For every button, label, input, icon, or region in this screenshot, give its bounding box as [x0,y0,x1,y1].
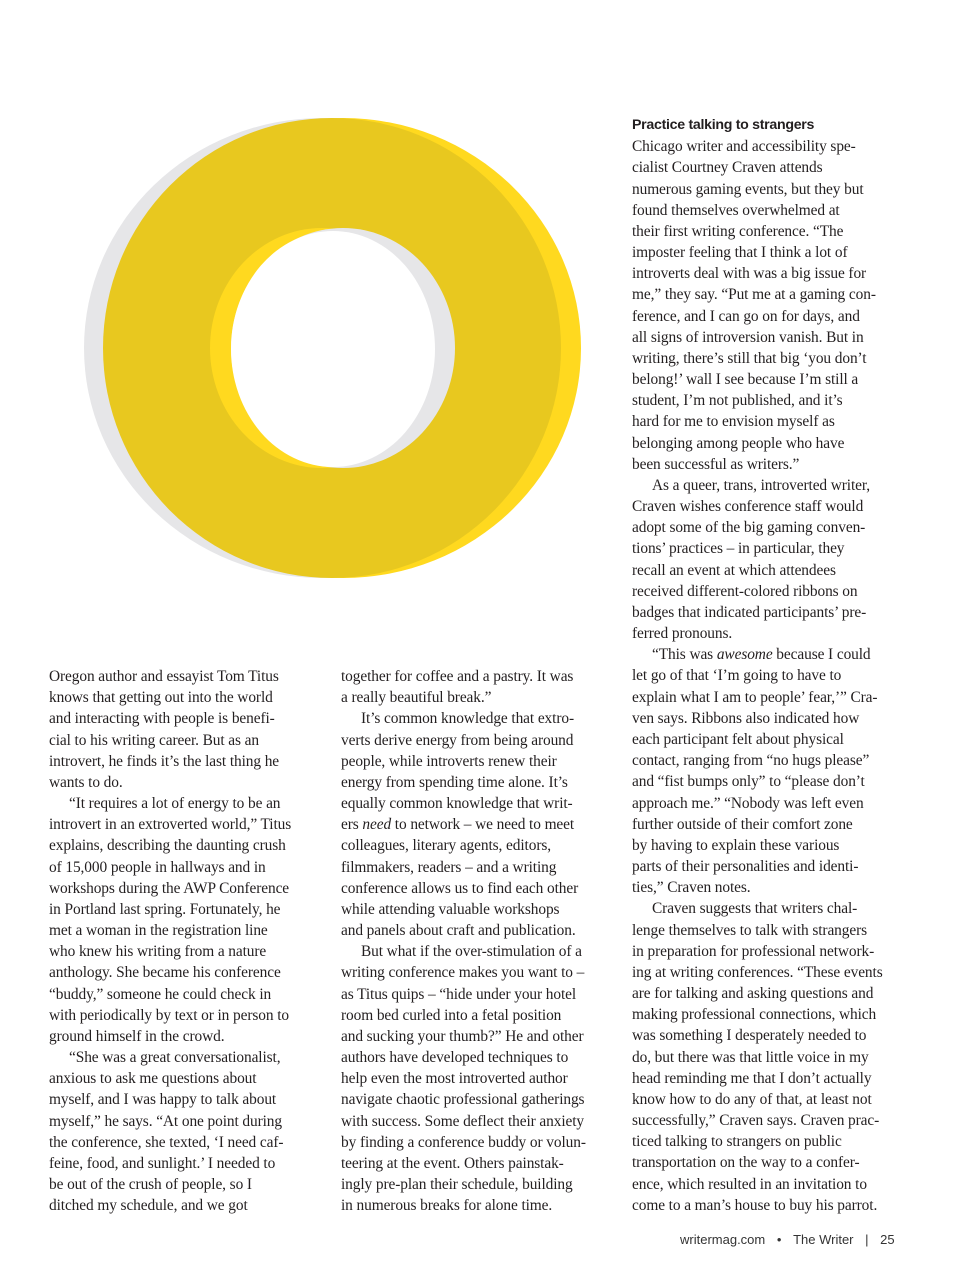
text-line: in preparation for professional network- [632,942,875,960]
text-line: in numerous breaks for alone time. [341,1197,553,1215]
text-line: badges that indicated participants’ pre- [632,603,867,621]
text-line: by finding a conference buddy or volun- [341,1133,586,1151]
text-line: received different-colored ribbons on [632,582,858,600]
text-line: approach me.” “Nobody was left even [632,794,864,812]
text-line: do, but there was that little voice in my [632,1048,869,1066]
article-column-2 [341,666,616,1216]
text-line: me,” they say. “Put me at a gaming con- [632,286,876,304]
text-line: belonging among people who have [632,434,845,452]
text-line: ers need to network – we need to meet [341,816,575,834]
footer-site: writermag.com [680,1232,766,1247]
text-line: Oregon author and essayist Tom Titus [49,668,279,685]
text-line: lenge themselves to talk with strangers [632,921,868,939]
text-line: people, while introverts renew their [341,752,557,770]
text-line: contact, ranging from “no hugs please” [632,752,870,770]
text-line: and sucking your thumb?” He and other [341,1027,584,1045]
text-line: introvert in an extroverted world,” Titus [49,816,292,834]
text-line: recall an event at which attendees [632,561,836,579]
text-line: as Titus quips – “hide under your hotel [341,985,577,1003]
text-line: be out of the crush of people, so I [49,1176,252,1194]
text-line: tions’ practices – in particular, they [632,540,845,558]
text-line: ticed talking to strangers on public [632,1133,842,1151]
text-line: explains, describing the daunting crush [49,837,286,855]
section-heading: Practice talking to strangers [632,117,815,133]
text-line: As a queer, trans, introverted writer, [652,476,871,494]
text-line: myself, and I was happy to talk about [49,1091,277,1109]
emphasis: need [362,816,392,834]
text-line: the conference, she texted, ‘I need caf- [49,1133,284,1151]
text-line: navigate chaotic professional gatherings [341,1091,585,1109]
text-line: verts derive energy from being around [341,731,574,749]
text-line: ties,” Craven notes. [632,879,751,897]
text-line: anxious to ask me questions about [49,1070,257,1088]
text-line: cial to his writing career. But as an [49,731,259,749]
text-line: writing, there’s still that big ‘you don’t [632,349,867,367]
text-line: with success. Some deflect their anxiety [341,1112,585,1130]
text-line: anthology. She became his conference [49,964,281,982]
text-line: ingly pre-plan their schedule, building [341,1176,573,1194]
text-line: “She was a great conversationalist, [69,1049,281,1067]
text-line: hard for me to envision myself as [632,413,835,431]
text-line: But what if the over-stimulation of a [361,943,582,961]
text-line: Craven wishes conference staff would [632,498,864,516]
text-line: was something I desperately needed to [632,1027,867,1045]
text-line: colleagues, literary agents, editors, [341,837,551,855]
text-line: teering at the event. Others painstak- [341,1154,564,1172]
text-line: ence, which resulted in an invitation to [632,1175,867,1193]
text-line: been successful as writers.” [632,455,800,473]
text-line: writing conference makes you want to – [341,964,585,982]
text-line: knows that getting out into the world [49,689,273,707]
article-column-1 [49,666,324,1216]
text-line: conference allows us to find each other [341,879,579,897]
text-line: together for coffee and a pastry. It was [341,668,574,685]
text-line: ground himself in the crowd. [49,1027,225,1045]
text-line: parts of their personalities and identi- [632,858,859,876]
text-line: and panels about craft and publication. [341,922,576,940]
text-line: head reminding me that I don’t actually [632,1069,872,1087]
text-line: found themselves overwhelmed at [632,201,840,219]
text-line: “It requires a lot of energy to be an [69,795,281,813]
text-line: ven says. Ribbons also indicated how [632,709,860,727]
text-line: “This was awesome because I could [652,646,871,664]
text-line: all signs of introversion vanish. But in [632,328,864,346]
footer-divider: | [865,1232,869,1247]
text-line: in Portland last spring. Fortunately, he [49,900,281,918]
text-line: student, I’m not published, and it’s [632,392,843,410]
page-number: 25 [880,1232,895,1247]
text-line: ference, and I can go on for days, and [632,307,860,325]
text-line: while attending valuable workshops [341,900,560,918]
text-line: by having to explain these various [632,836,840,854]
footer-bullet: • [776,1232,782,1247]
footer-magazine: The Writer [793,1232,854,1247]
text-line: further outside of their comfort zone [632,815,853,833]
text-line: who knew his writing from a nature [49,943,267,961]
text-line: workshops during the AWP Conference [49,879,290,897]
text-line: cialist Courtney Craven attends [632,159,823,177]
text-line: know how to do any of that, at least not [632,1090,872,1108]
text-line: explain what I am to people’ fear,’” Cra- [632,688,878,706]
text-line: met a woman in the registration line [49,922,268,940]
text-line: a really beautiful break.” [341,689,492,707]
text-line: ferred pronouns. [632,625,733,643]
text-line: Craven suggests that writers chal- [652,900,858,918]
text-line: and interacting with people is benefi- [49,710,275,728]
text-line: transportation on the way to a confer- [632,1154,860,1172]
text-line: are for talking and asking questions and [632,985,874,1003]
text-line: imposter feeling that I think a lot of [632,244,848,262]
text-line: equally common knowledge that writ- [341,795,573,813]
text-line: making professional connections, which [632,1006,877,1024]
text-line: ditched my schedule, and we got [49,1197,248,1215]
page-footer [680,1232,895,1247]
text-line: let go of that ‘I’m going to have to [632,667,842,685]
text-line: adopt some of the big gaming conven- [632,519,866,537]
text-line: belong!’ wall I see because I’m still a [632,371,859,389]
text-line: numerous gaming events, but they but [632,180,864,198]
text-line: energy from spending time alone. It’s [341,773,568,791]
text-line: feine, food, and sunlight.’ I needed to [49,1154,276,1172]
text-line: each participant felt about physical [632,730,844,748]
article-column-3 [632,115,912,1216]
text-line: room bed curled into a fetal position [341,1006,562,1024]
text-line: It’s common knowledge that extro- [361,710,574,728]
text-line: successfully,” Craven says. Craven prac- [632,1112,880,1130]
ring-hole [231,231,435,467]
text-line: of 15,000 people in hallways and in [49,858,266,876]
text-line: with periodically by text or in person to [49,1006,289,1024]
text-line: help even the most introverted author [341,1070,568,1088]
text-line: ing at writing conferences. “These events [632,963,883,981]
text-line: “buddy,” someone he could check in [49,985,272,1003]
text-line: myself,” he says. “At one point during [49,1112,282,1130]
text-line: wants to do. [49,773,123,791]
text-line: introverts deal with was a big issue for [632,265,867,283]
text-line: and “fist bumps only” to “please don’t [632,773,865,791]
text-line: come to a man’s house to buy his parrot. [632,1196,878,1214]
emphasis: awesome [716,646,773,664]
text-line: authors have developed techniques to [341,1049,569,1067]
text-line: their first writing conference. “The [632,222,844,240]
text-line: Chicago writer and accessibility spe- [632,138,856,156]
text-line: filmmakers, readers – and a writing [341,858,557,876]
text-line: introvert, he finds it’s the last thing he [49,752,280,770]
